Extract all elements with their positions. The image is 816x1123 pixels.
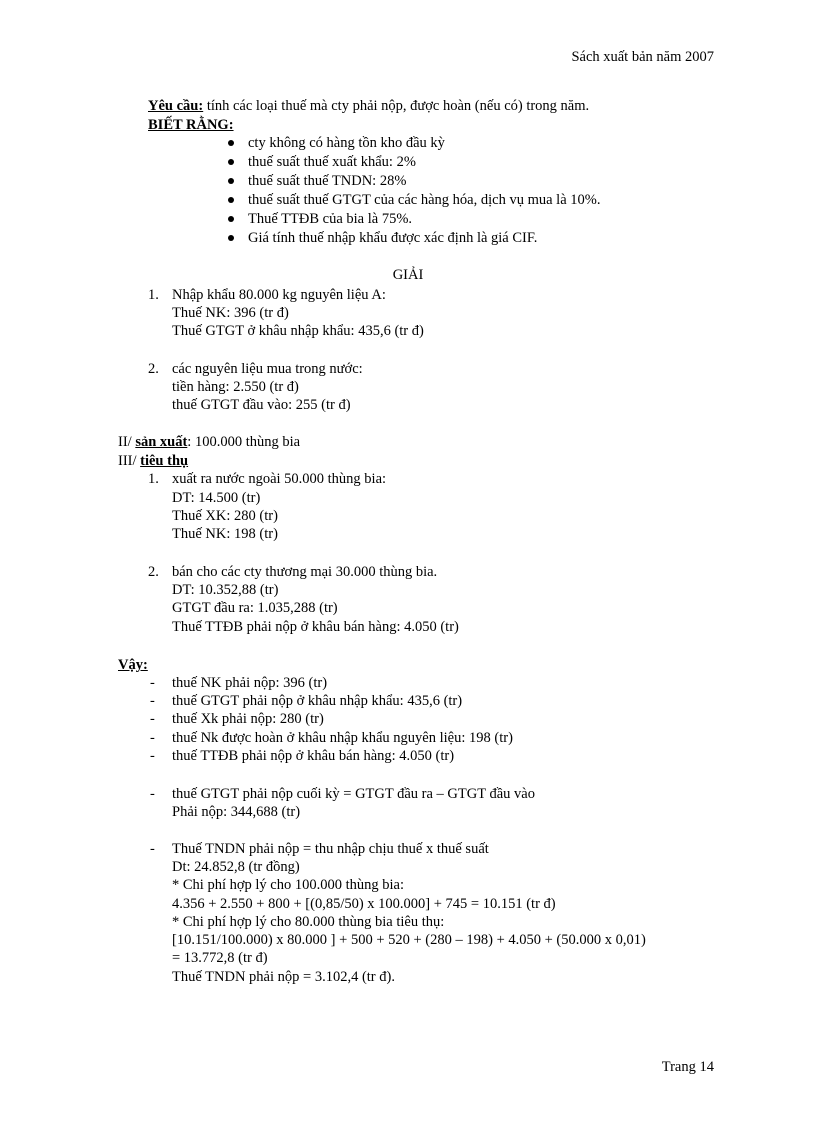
- conclusion-item: thuế NK phải nộp: 396 (tr): [172, 675, 328, 691]
- production-prefix: II/: [118, 434, 136, 450]
- purchase-heading: Nhập khẩu 80.000 kg nguyên liệu A:: [172, 287, 386, 303]
- dash-marker: -: [150, 841, 155, 857]
- given-item: cty không có hàng tồn kho đầu kỳ: [248, 135, 445, 151]
- dash-marker: -: [150, 748, 155, 764]
- dash-marker: -: [150, 730, 155, 746]
- purchase-line: Thuế NK: 396 (tr đ): [172, 305, 289, 321]
- requirement-label: Yêu cầu:: [148, 98, 204, 114]
- consumption-line: Thuế XK: 280 (tr): [172, 508, 278, 524]
- production-text: : 100.000 thùng bia: [187, 434, 301, 450]
- purchase-line: tiền hàng: 2.550 (tr đ): [172, 379, 299, 395]
- bullet-icon: [228, 140, 234, 146]
- given-item: thuế suất thuế GTGT của các hàng hóa, dịch vụ mua là 10%.: [248, 192, 601, 208]
- consumption-heading: [118, 452, 188, 470]
- conclusion-item: thuế GTGT phải nộp ở khâu nhập khẩu: 435,6 (tr): [172, 693, 463, 709]
- consumption-prefix: III/: [118, 453, 141, 469]
- consumption-item-heading: xuất ra nước ngoài 50.000 thùng bia:: [172, 471, 387, 487]
- bullet-icon: [228, 216, 234, 222]
- consumption-line: Thuế TTĐB phải nộp ở khâu bán hàng: 4.050 (tr): [172, 619, 459, 635]
- cit-line: * Chi phí hợp lý cho 100.000 thùng bia:: [172, 877, 405, 893]
- given-heading: BIẾT RẰNG:: [148, 117, 234, 133]
- list-number: 1.: [148, 287, 159, 303]
- consumption-item-heading: bán cho các cty thương mại 30.000 thùng bia.: [172, 564, 438, 580]
- conclusion-item: thuế TTĐB phải nộp ở khâu bán hàng: 4.050 (tr): [172, 748, 455, 764]
- given-item: thuế suất thuế TNDN: 28%: [248, 173, 407, 189]
- page-header: Sách xuất bản năm 2007: [571, 49, 714, 65]
- conclusion-item: thuế Nk được hoàn ở khâu nhập khẩu nguyên liệu: 198 (tr): [172, 730, 513, 746]
- cit-line: Dt: 24.852,8 (tr đồng): [172, 859, 300, 875]
- purchase-line: thuế GTGT đầu vào: 255 (tr đ): [172, 397, 351, 413]
- consumption-line: DT: 14.500 (tr): [172, 490, 261, 506]
- list-number: 2.: [148, 564, 159, 580]
- dash-marker: -: [150, 711, 155, 727]
- consumption-line: Thuế NK: 198 (tr): [172, 526, 278, 542]
- cit-line: = 13.772,8 (tr đ): [172, 950, 268, 966]
- bullet-icon: [228, 178, 234, 184]
- list-number: 2.: [148, 361, 159, 377]
- consumption-label: tiêu thụ: [140, 453, 189, 469]
- purchase-line: Thuế GTGT ở khâu nhập khẩu: 435,6 (tr đ): [172, 323, 424, 339]
- bullet-icon: [228, 197, 234, 203]
- bullet-icon: [228, 159, 234, 165]
- consumption-line: DT: 10.352,88 (tr): [172, 582, 279, 598]
- given-item: Thuế TTĐB của bia là 75%.: [248, 211, 413, 227]
- page-number: Trang 14: [661, 1059, 714, 1075]
- dash-marker: -: [150, 693, 155, 709]
- cit-result: Thuế TNDN phải nộp = 3.102,4 (tr đ).: [172, 969, 395, 985]
- requirement-text: tính các loại thuế mà cty phải nộp, được hoàn (nếu có) trong năm.: [203, 98, 590, 114]
- requirement: [148, 97, 589, 115]
- cit-line: 4.356 + 2.550 + 800 + [(0,85/50) x 100.000] + 745 = 10.151 (tr đ): [172, 896, 556, 912]
- production-line: [118, 433, 300, 451]
- given-item: thuế suất thuế xuất khẩu: 2%: [248, 154, 416, 170]
- purchase-heading: các nguyên liệu mua trong nước:: [172, 361, 363, 377]
- conclusion-item: thuế Xk phải nộp: 280 (tr): [172, 711, 324, 727]
- list-number: 1.: [148, 471, 159, 487]
- bullet-icon: [228, 235, 234, 241]
- dash-marker: -: [150, 786, 155, 802]
- production-label: sản xuất: [135, 434, 188, 450]
- consumption-line: GTGT đầu ra: 1.035,288 (tr): [172, 600, 338, 616]
- cit-formula: Thuế TNDN phải nộp = thu nhập chịu thuế x thuế suất: [172, 841, 489, 857]
- vat-formula: thuế GTGT phải nộp cuối kỳ = GTGT đầu ra – GTGT đầu vào: [172, 786, 535, 802]
- cit-line: * Chi phí hợp lý cho 80.000 thùng bia tiêu thụ:: [172, 914, 445, 930]
- conclusion-label: Vậy:: [118, 657, 148, 673]
- solution-title: GIẢI: [392, 267, 424, 283]
- cit-line: [10.151/100.000) x 80.000 ] + 500 + 520 + (280 – 198) + 4.050 + (50.000 x 0,01): [172, 932, 646, 948]
- dash-marker: -: [150, 675, 155, 691]
- given-item: Giá tính thuế nhập khẩu được xác định là giá CIF.: [248, 230, 538, 246]
- vat-result: Phải nộp: 344,688 (tr): [172, 804, 301, 820]
